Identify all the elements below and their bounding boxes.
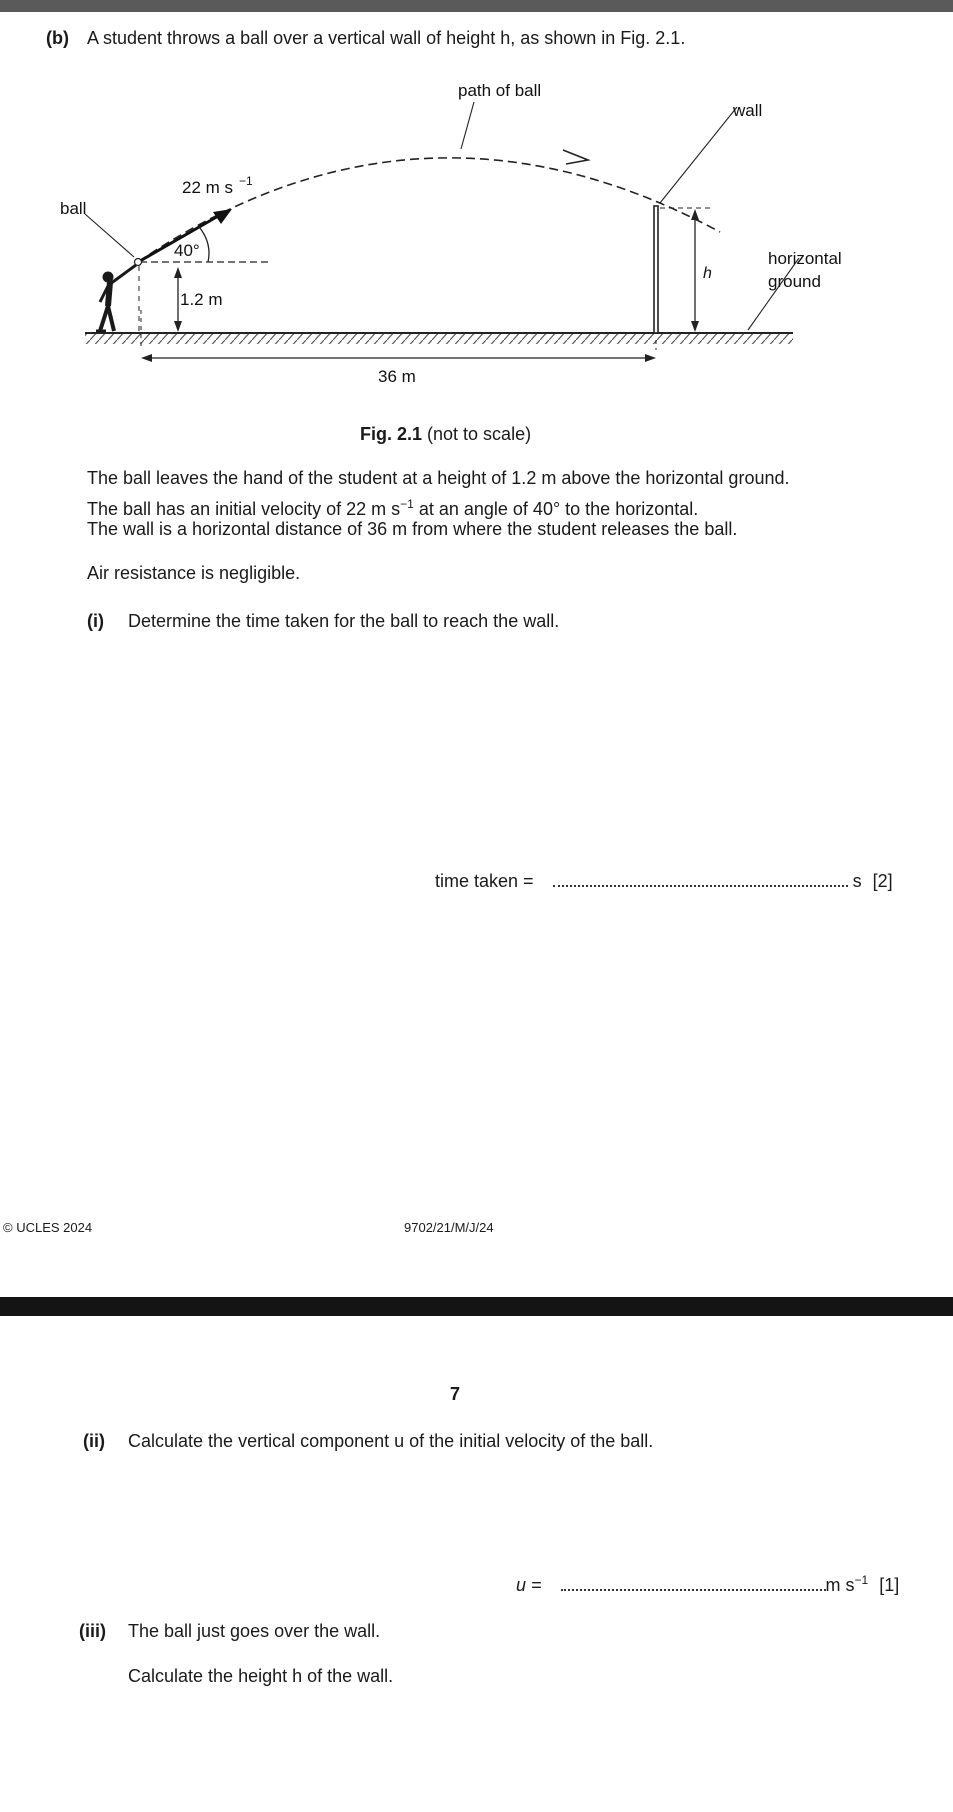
- top-edge-bar: [0, 0, 953, 12]
- label-velocity-exponent: −1: [239, 174, 253, 188]
- q-ii-unit: m s: [825, 1575, 855, 1595]
- info-line-2b: at an angle of 40° to the horizontal.: [413, 499, 699, 519]
- part-intro: A student throws a ball over a vertical wall of height h, as shown in Fig. 2.1.: [87, 28, 686, 48]
- q-ii-label: (ii): [83, 1431, 105, 1451]
- q-ii-marks: [1]: [879, 1575, 900, 1595]
- figure-caption: [360, 423, 531, 445]
- path-arrow: [563, 150, 588, 164]
- caption-bold: Fig. 2.1: [360, 424, 423, 444]
- q-ii-text: Calculate the vertical component u of the initial velocity of the ball.: [128, 1431, 654, 1451]
- part-label: (b): [46, 28, 69, 48]
- caption-rest: (not to scale): [427, 424, 532, 444]
- footer-code: 9702/21/M/J/24: [404, 1220, 494, 1235]
- q-i-label: (i): [87, 611, 104, 631]
- label-ground-2: ground: [768, 272, 821, 291]
- q-ii-answer-label: u =: [516, 1575, 542, 1595]
- info-line-2a: The ball has an initial velocity of 22 m s: [87, 499, 401, 519]
- q-i-marks: [2]: [872, 871, 893, 891]
- q-ii-answer-blank[interactable]: [561, 1575, 826, 1591]
- wall: [654, 206, 658, 333]
- info-line-2-exp: −1: [400, 497, 414, 511]
- q-iii-text-2: Calculate the height h of the wall.: [128, 1666, 394, 1686]
- q-i-answer-label: time taken =: [435, 871, 534, 891]
- q-i-unit: s: [852, 871, 862, 891]
- q-i-text: Determine the time taken for the ball to reach the wall.: [128, 611, 560, 631]
- q-ii-answer-line: [516, 1569, 899, 1596]
- angle-arc: [200, 228, 209, 262]
- ground: [85, 333, 793, 344]
- q-ii-unit-exp: −1: [854, 1573, 869, 1587]
- label-h: h: [703, 265, 712, 282]
- figure-2-1: [0, 60, 953, 420]
- page-break-bar: [0, 1297, 953, 1316]
- ball-path: [138, 158, 720, 262]
- label-height: 1.2 m: [180, 290, 223, 309]
- q-i-answer-blank[interactable]: [553, 871, 848, 887]
- footer-copyright: © UCLES 2024: [3, 1220, 93, 1235]
- wall-pointer: [660, 107, 737, 203]
- info-line-2: [87, 493, 698, 520]
- label-distance: 36 m: [378, 367, 416, 386]
- q-i-answer-line: [435, 870, 893, 892]
- q-iii-text-1: The ball just goes over the wall.: [128, 1621, 381, 1641]
- page-number: 7: [450, 1384, 461, 1404]
- label-path-of-ball: path of ball: [458, 81, 542, 100]
- label-ball: ball: [60, 199, 87, 218]
- label-velocity: 22 m s: [182, 178, 234, 197]
- student-figure: [96, 265, 136, 331]
- ground-pointer: [748, 258, 799, 330]
- label-angle: 40°: [174, 241, 200, 260]
- label-wall: wall: [733, 101, 763, 120]
- info-line-3: The wall is a horizontal distance of 36 m from where the student releases the ball.: [87, 519, 738, 539]
- wall-height-arrow: [691, 209, 699, 332]
- info-line-1: The ball leaves the hand of the student at a height of 1.2 m above the horizontal ground.: [87, 468, 790, 488]
- ball-pointer: [85, 214, 134, 257]
- info-line-4: Air resistance is negligible.: [87, 563, 301, 583]
- label-ground-1: horizontal: [768, 249, 842, 268]
- q-iii-label: (iii): [79, 1621, 106, 1641]
